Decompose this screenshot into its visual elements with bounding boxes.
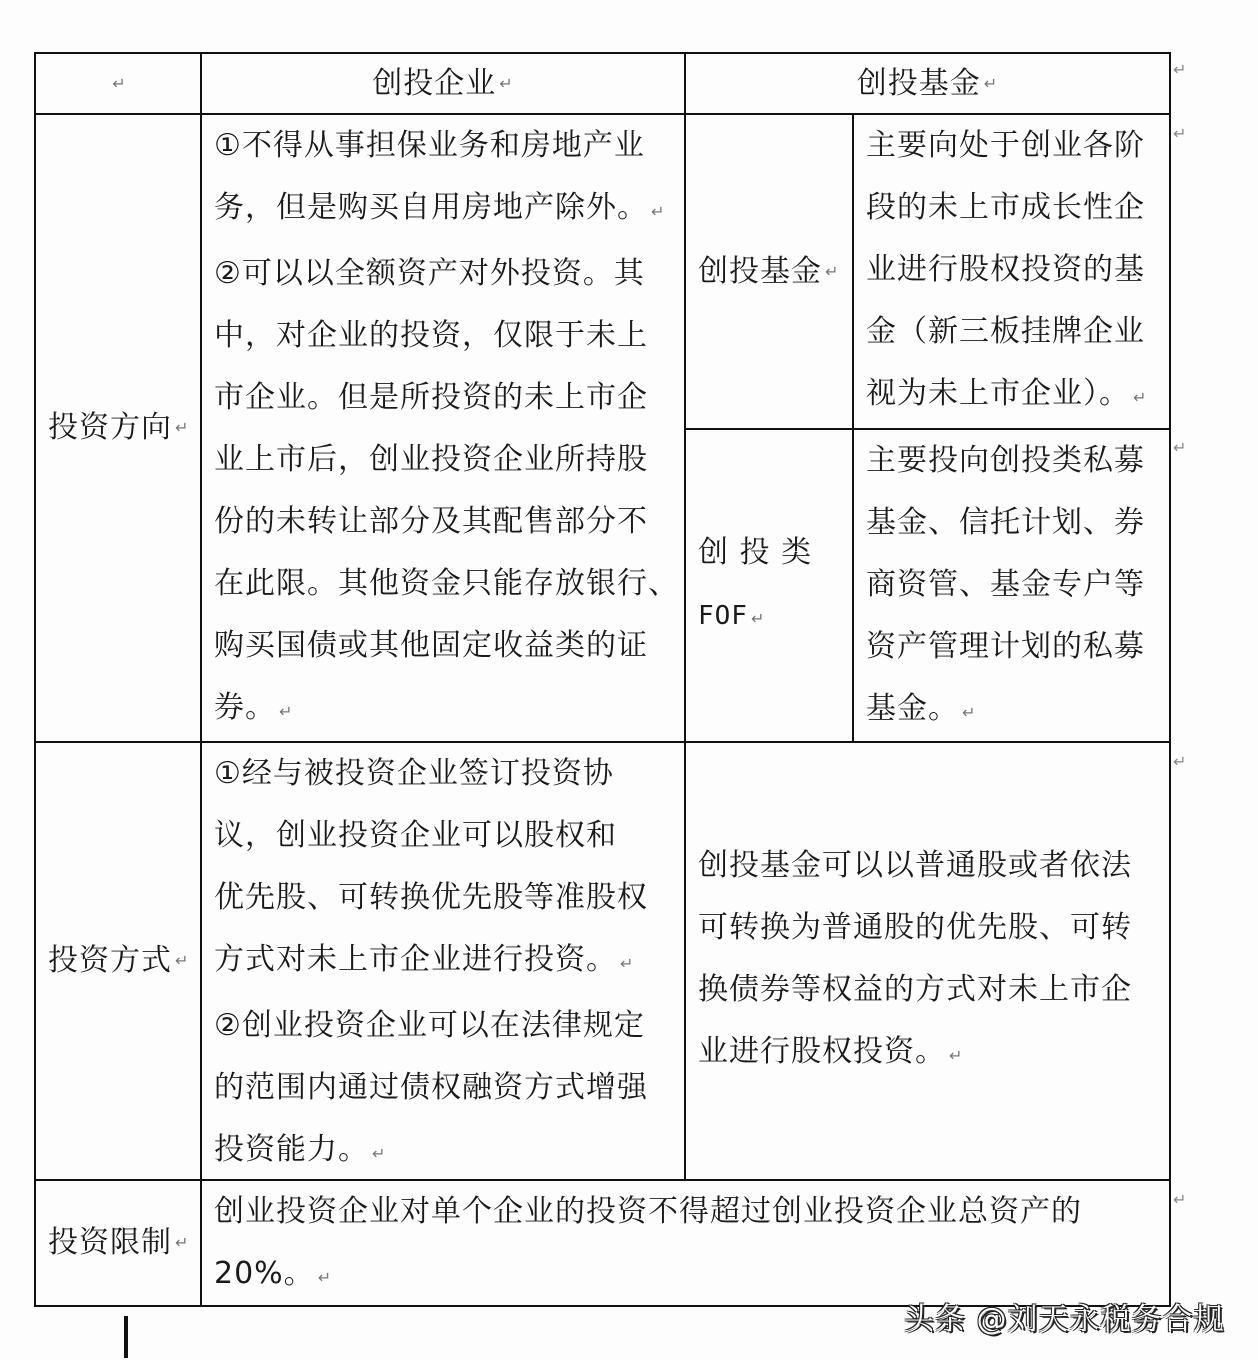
text-line: 投资能力。 ↵ — [214, 1132, 387, 1167]
text-line: 中，对企业的投资，仅限于未上 — [214, 318, 648, 353]
text-line: 20%。 ↵ — [214, 1256, 333, 1291]
row-label-text: 投资方式 — [48, 943, 172, 978]
fund-sub-label-fof — [698, 522, 852, 650]
text-line: 业进行股权投资的基 — [866, 252, 1145, 287]
text-line: 资产管理计划的私募 — [866, 629, 1145, 664]
text-line: 方式对未上市企业进行投资。 ↵ — [214, 942, 635, 977]
text-line: 基金、信托计划、券 — [866, 505, 1145, 540]
row-label-text: 投资限制 — [48, 1225, 172, 1260]
paragraph-mark-icon: ↵ — [962, 703, 977, 722]
text-line: 可转换为普通股的优先股、可转 — [698, 910, 1132, 945]
row-label-method — [48, 743, 200, 1179]
paragraph-mark-icon: ↵ — [651, 202, 666, 221]
text-line: 议，创业投资企业可以股权和 — [214, 818, 617, 853]
paragraph-mark-icon: ↵ — [499, 73, 514, 93]
row-label-text: 投资方向 — [48, 410, 172, 445]
paragraph-mark-icon: ↵ — [1133, 388, 1148, 407]
table-border-left — [34, 52, 36, 1307]
header-fund — [686, 54, 1169, 113]
text-line: 金（新三板挂牌企业 — [866, 314, 1145, 349]
text-line: ②可以以全额资产对外投资。其 — [214, 256, 645, 291]
text-line: 市企业。但是所投资的未上市企 — [214, 380, 648, 415]
text-cursor — [124, 1316, 128, 1358]
paragraph-mark-icon: ↵ — [279, 702, 294, 721]
paragraph-mark-icon: ↵ — [825, 261, 840, 281]
col-divider-1 — [200, 52, 202, 1307]
text-line: 段的未上市成长性企 — [866, 190, 1145, 225]
text-line: 在此限。其他资金只能存放银行、 — [214, 566, 679, 601]
row-label-limit — [48, 1181, 200, 1305]
text-line: 主要投向创投类私募 — [866, 443, 1145, 478]
sub-label-text: 创投基金 — [698, 253, 822, 289]
method-enterprise-text — [214, 743, 684, 1185]
paragraph-mark-icon: ↵ — [949, 1046, 964, 1065]
text-line: ①经与被投资企业签订投资协 — [214, 756, 614, 791]
text-line: 商资管、基金专户等 — [866, 567, 1145, 602]
paragraph-mark-icon: ↵ — [750, 609, 766, 628]
paragraph-mark-icon: ↵ — [175, 418, 190, 437]
text-line: 主要向处于创业各阶 — [866, 128, 1145, 163]
method-fund-text — [698, 835, 1168, 1087]
text-line: 务，但是购买自用房地产除外。 ↵ — [214, 190, 666, 225]
row-end-mark-icon: ↵ — [1173, 124, 1187, 143]
row-end-mark-icon: ↵ — [1173, 752, 1187, 771]
text-line: 的范围内通过债权融资方式增强 — [214, 1070, 648, 1105]
paragraph-mark-icon: ↵ — [175, 1233, 190, 1252]
fund-sub-label-vc-fund — [698, 115, 852, 428]
text-line: 创投基金可以以普通股或者依法 — [698, 848, 1132, 883]
row-end-mark-icon: ↵ — [1173, 1190, 1187, 1209]
watermark: 头条 @刘天永税务合规 — [904, 1302, 1225, 1337]
text-line: 份的未转让部分及其配售部分不 — [214, 504, 648, 539]
paragraph-mark-icon: ↵ — [372, 1144, 387, 1163]
header-corner-cell — [36, 54, 200, 113]
sub-label-line: FOF ↵ — [698, 601, 766, 631]
direction-enterprise-text — [214, 115, 684, 743]
table-border-right — [1169, 52, 1171, 1307]
sub-col-divider — [852, 113, 854, 743]
paragraph-mark-icon: ↵ — [175, 951, 190, 970]
col-divider-2 — [684, 52, 686, 1181]
text-line: 视为未上市企业）。 ↵ — [866, 376, 1148, 411]
header-enterprise — [202, 54, 684, 113]
header-fund-label: 创投基金 — [856, 65, 981, 101]
sub-label-line: 创 投 类 — [698, 535, 813, 570]
fund-sub-text-vc-fund — [866, 115, 1166, 429]
text-line: ②创业投资企业可以在法律规定 — [214, 1008, 645, 1043]
text-line: 基金。 ↵ — [866, 691, 977, 726]
comparison-table — [34, 52, 1171, 1307]
text-line: ①不得从事担保业务和房地产业 — [214, 128, 645, 163]
text-line: 创业投资企业对单个企业的投资不得超过创业投资企业总资产的 — [214, 1194, 1082, 1229]
paragraph-mark-icon: ↵ — [620, 954, 635, 973]
limit-text — [214, 1181, 1169, 1309]
paragraph-mark-icon: ↵ — [317, 1268, 333, 1287]
text-line: 换债券等权益的方式对未上市企 — [698, 972, 1132, 1007]
text-line: 业进行股权投资。 ↵ — [698, 1034, 964, 1069]
paragraph-mark-icon: ↵ — [112, 73, 127, 93]
paragraph-mark-icon: ↵ — [983, 73, 999, 93]
row-end-mark-icon: ↵ — [1173, 438, 1187, 457]
text-line: 券。 ↵ — [214, 690, 294, 725]
text-line: 优先股、可转换优先股等准股权 — [214, 880, 648, 915]
text-line: 业上市后，创业投资企业所持股 — [214, 442, 648, 477]
header-enterprise-label: 创投企业 — [372, 65, 497, 101]
text-line: 购买国债或其他固定收益类的证 — [214, 628, 648, 663]
row-end-mark-icon: ↵ — [1173, 60, 1187, 79]
fund-sub-text-fof — [866, 430, 1166, 744]
row-label-direction — [48, 115, 200, 741]
